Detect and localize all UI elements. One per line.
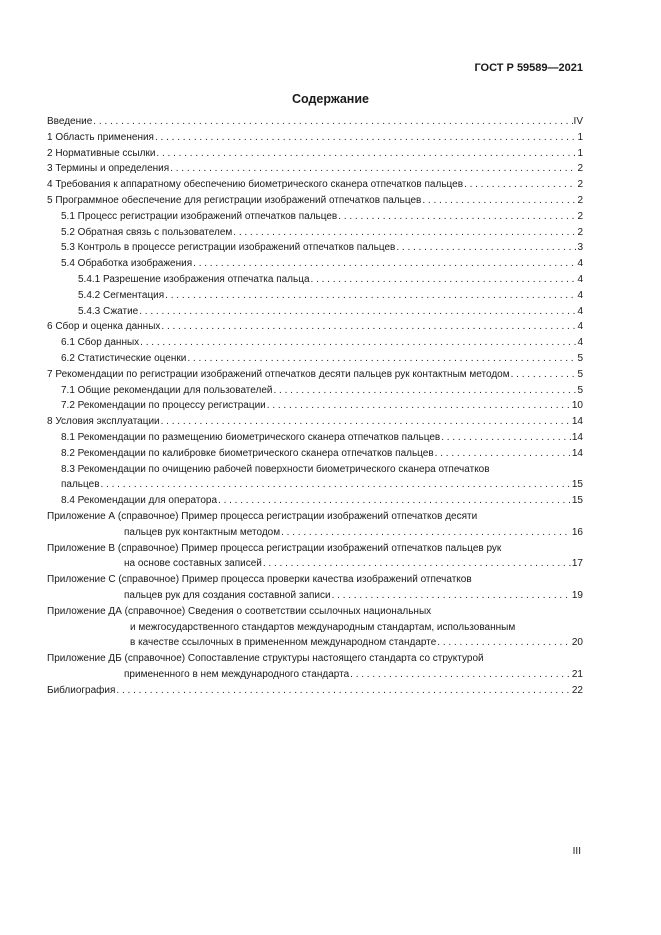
toc-page-number: 4 xyxy=(577,258,583,270)
toc-page-number: 2 xyxy=(577,179,583,191)
toc-entry-text-continued: на основе составных записей xyxy=(124,558,262,570)
toc-entry-text: Библиография xyxy=(47,684,116,696)
toc-entry-text-continued: в качестве ссылочных в примененном международном стандарте xyxy=(130,637,437,649)
toc-page-number: 4 xyxy=(577,321,583,333)
toc-entry[interactable] xyxy=(47,446,583,462)
toc-page-number: 4 xyxy=(577,273,583,285)
dot-leader xyxy=(441,430,571,446)
toc-page-number: 14 xyxy=(571,447,583,459)
toc-entry[interactable] xyxy=(47,430,583,446)
toc-entry[interactable] xyxy=(47,146,583,162)
dot-leader xyxy=(350,667,571,683)
toc-entry[interactable] xyxy=(47,288,583,304)
dot-leader xyxy=(267,398,571,414)
toc-page-number: IV xyxy=(573,116,583,127)
toc-entry-text: 5.3 Контроль в процессе регистрации изображений отпечатков пальцев xyxy=(61,242,396,254)
toc-entry-text-continued: и межгосударственного стандартов международным стандартам, использованным xyxy=(130,621,516,633)
toc-entry-text: Введение xyxy=(47,116,93,127)
dot-leader xyxy=(161,414,571,430)
toc-page-number: 2 xyxy=(577,226,583,238)
toc-page-number: 2 xyxy=(577,163,583,175)
toc-page-number: 14 xyxy=(571,431,583,443)
toc-page-number: 1 xyxy=(577,147,583,159)
toc-page-number: 4 xyxy=(577,289,583,301)
dot-leader xyxy=(93,114,572,130)
dot-leader xyxy=(435,446,571,462)
toc-entry[interactable] xyxy=(47,604,583,651)
toc-entry[interactable] xyxy=(47,177,583,193)
toc-entry[interactable] xyxy=(47,383,583,399)
toc-entry-text: 5.1 Процесс регистрации изображений отпечатков пальцев xyxy=(61,210,338,222)
toc-entry-text: Приложение В (справочное) Пример процесса регистрации изображений отпечатков пальцев рук xyxy=(47,542,502,554)
dot-leader xyxy=(140,335,576,351)
dot-leader xyxy=(273,383,576,399)
toc-entry[interactable] xyxy=(47,572,583,604)
toc-entry[interactable] xyxy=(47,541,583,573)
toc-page-number: 22 xyxy=(571,684,583,696)
toc-entry-text: 8.3 Рекомендации по очищению рабочей поверхности биометрического сканера отпечатков xyxy=(61,463,490,475)
toc-entry-text: 6.1 Сбор данных xyxy=(61,337,140,349)
toc-entry-text: 8.1 Рекомендации по размещению биометрического сканера отпечатков пальцев xyxy=(61,431,441,443)
toc-entry-text: 7.2 Рекомендации по процессу регистрации xyxy=(61,400,266,412)
dot-leader xyxy=(464,177,576,193)
toc-entry-text: 5.4.3 Сжатие xyxy=(78,305,139,317)
dot-leader xyxy=(193,256,576,272)
toc-entry[interactable] xyxy=(47,683,583,699)
toc-entry-text: 5 Программное обеспечение для регистрации изображений отпечатков пальцев xyxy=(47,194,422,206)
dot-leader xyxy=(165,288,576,304)
table-of-contents xyxy=(47,114,583,698)
dot-leader xyxy=(170,161,576,177)
toc-page-number: 2 xyxy=(577,194,583,206)
toc-page-number: 1 xyxy=(577,131,583,143)
toc-entry[interactable] xyxy=(47,114,583,130)
toc-entry[interactable] xyxy=(47,130,583,146)
dot-leader xyxy=(332,588,571,604)
dot-leader xyxy=(155,130,576,146)
toc-entry-text-continued: пальцев рук контактным методом xyxy=(124,526,281,538)
toc-page-number: 5 xyxy=(577,384,583,396)
toc-page-number: 15 xyxy=(571,479,583,491)
toc-page-number: 21 xyxy=(571,668,583,680)
toc-entry-text: 2 Нормативные ссылки xyxy=(47,147,156,159)
toc-entry-text: 5.4 Обработка изображения xyxy=(61,258,193,270)
toc-entry[interactable] xyxy=(47,414,583,430)
toc-entry[interactable] xyxy=(47,319,583,335)
toc-entry-text: 1 Область применения xyxy=(47,131,154,143)
toc-entry-text: 6.2 Статистические оценки xyxy=(61,352,187,364)
toc-entry-text: 5.2 Обратная связь с пользователем xyxy=(61,226,233,238)
toc-page-number: 14 xyxy=(571,416,583,428)
toc-entry[interactable] xyxy=(47,462,583,494)
toc-entry[interactable] xyxy=(47,256,583,272)
dot-leader xyxy=(161,319,576,335)
dot-leader xyxy=(422,193,576,209)
toc-page-number: 17 xyxy=(571,558,583,570)
toc-title: Содержание xyxy=(291,92,369,106)
toc-entry[interactable] xyxy=(47,335,583,351)
dot-leader xyxy=(338,209,576,225)
toc-entry[interactable] xyxy=(47,161,583,177)
dot-leader xyxy=(311,272,577,288)
toc-entry[interactable] xyxy=(47,398,583,414)
toc-entry-text: 7 Рекомендации по регистрации изображений отпечатков десяти пальцев рук контактным методом xyxy=(47,368,510,380)
toc-entry[interactable] xyxy=(47,651,583,683)
toc-entry-text: 8 Условия эксплуатации xyxy=(47,416,160,428)
dot-leader xyxy=(437,635,571,651)
toc-entry-text-continued: пальцев рук для создания составной записи xyxy=(124,589,331,601)
dot-leader xyxy=(233,225,576,241)
toc-page-number: 19 xyxy=(571,589,583,601)
toc-page-number: 15 xyxy=(571,495,583,507)
toc-entry[interactable] xyxy=(47,367,583,383)
toc-entry-text: Приложение А (справочное) Пример процесса регистрации изображений отпечатков десяти xyxy=(47,510,478,522)
toc-page-number: 5 xyxy=(577,368,583,380)
dot-leader xyxy=(187,351,576,367)
toc-page-number: 3 xyxy=(577,242,583,254)
toc-entry[interactable] xyxy=(47,193,583,209)
dot-leader xyxy=(116,683,570,699)
toc-entry-text: 7.1 Общие рекомендации для пользователей xyxy=(61,384,273,396)
dot-leader xyxy=(511,367,577,383)
dot-leader xyxy=(396,240,576,256)
toc-page-number: 4 xyxy=(577,337,583,349)
toc-entry-text: Приложение ДБ (справочное) Сопоставление структуры настоящего стандарта со структурой xyxy=(47,653,484,665)
toc-entry-text: Приложение С (справочное) Пример процесса проверки качества изображений отпечатков xyxy=(47,574,472,586)
toc-entry[interactable] xyxy=(47,225,583,241)
dot-leader xyxy=(263,556,571,572)
toc-page-number: 4 xyxy=(577,305,583,317)
dot-leader xyxy=(139,304,576,320)
toc-entry-text: 5.4.2 Сегментация xyxy=(78,289,165,301)
toc-entry-text: Приложение ДА (справочное) Сведения о соответствии ссылочных национальных xyxy=(47,605,432,617)
toc-entry[interactable] xyxy=(47,240,583,256)
toc-entry-text: 3 Термины и определения xyxy=(47,163,170,175)
toc-entry[interactable] xyxy=(47,509,583,541)
toc-entry-text-continued: примененного в нем международного стандарта xyxy=(124,668,350,680)
toc-page-number: 16 xyxy=(571,526,583,538)
toc-entry[interactable] xyxy=(47,493,583,509)
toc-entry[interactable] xyxy=(47,304,583,320)
toc-page-number: 5 xyxy=(577,352,583,364)
toc-entry-text: 5.4.1 Разрешение изображения отпечатка пальца xyxy=(78,273,310,285)
toc-entry-text: 4 Требования к аппаратному обеспечению биометрического сканера отпечатков пальцев xyxy=(47,179,464,191)
page-number: III xyxy=(572,846,581,857)
dot-leader xyxy=(218,493,571,509)
toc-page-number: 10 xyxy=(571,400,583,412)
toc-entry[interactable] xyxy=(47,272,583,288)
toc-entry-text: 8.4 Рекомендации для оператора xyxy=(61,495,218,507)
dot-leader xyxy=(101,477,571,493)
toc-entry[interactable] xyxy=(47,209,583,225)
toc-entry-text-continued: пальцев xyxy=(61,479,100,491)
toc-page-number: 20 xyxy=(571,637,583,649)
document-header-standard-id: ГОСТ Р 59589—2021 xyxy=(474,62,583,74)
toc-entry-text: 6 Сбор и оценка данных xyxy=(47,321,161,333)
toc-entry[interactable] xyxy=(47,351,583,367)
dot-leader xyxy=(281,525,571,541)
toc-page-number: 2 xyxy=(577,210,583,222)
toc-entry-text: 8.2 Рекомендации по калибровке биометрического сканера отпечатков пальцев xyxy=(61,447,434,459)
dot-leader xyxy=(156,146,576,162)
